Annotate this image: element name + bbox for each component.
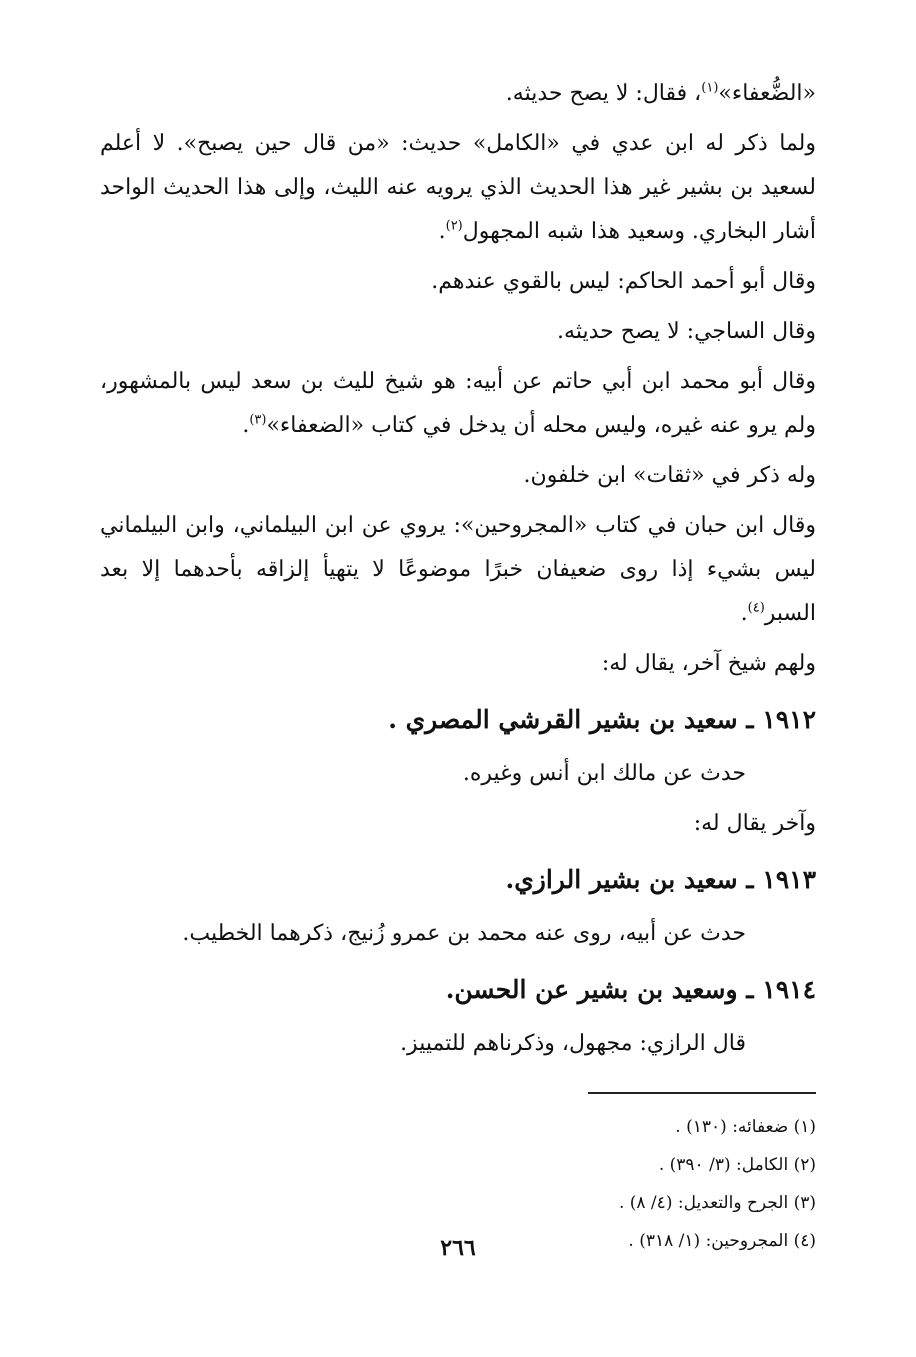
footnote-ref-1: (١) [701, 80, 719, 96]
footnote-4: (٤) المجروحين: (١/ ٣١٨) . [628, 1231, 816, 1251]
footnote-1: (١) ضعفائه: (١٣٠) . [675, 1117, 816, 1137]
entry-1913-text: حدث عن أبيه، روى عنه محمد بن عمرو زُنيج، ذكرهما الخطيب. [182, 921, 746, 946]
page-number: ٢٦٦ [440, 1235, 476, 1261]
paragraph-1 [100, 122, 816, 254]
text: وقال ابن حبان في كتاب «المجروحين»: يروي عن ابن البيلماني، وابن البيلماني ليس بشيء إذا روى ضعيفان خبرًا موضوعًا لا يتهيأ إلزاقه بأحدهما إلا بعد السبر [100, 513, 816, 626]
paragraph-6 [100, 504, 816, 636]
footnote-3: (٣) الجرح والتعديل: (٤/ ٨) . [618, 1193, 816, 1213]
text: «الضُّعفاء» [718, 81, 816, 106]
entry-number: ١٩١٢ [762, 705, 816, 734]
paragraph-7: ولهم شيخ آخر، يقال له: [601, 651, 816, 676]
paragraph-8: وآخر يقال له: [693, 811, 816, 836]
entry-heading-1914 [100, 962, 816, 1018]
entry-1914-text: قال الرازي: مجهول، وذكرناهم للتمييز. [400, 1031, 746, 1056]
entry-number: ١٩١٤ [762, 975, 816, 1004]
paragraph-2: وقال أبو أحمد الحاكم: ليس بالقوي عندهم. [431, 269, 816, 294]
paragraph-4 [100, 360, 816, 448]
entry-heading-1912 [100, 692, 816, 748]
entry-1912-text: حدث عن مالك ابن أنس وغيره. [462, 761, 746, 786]
entry-number: ١٩١٣ [762, 865, 816, 894]
entry-title: ـ وسعيد بن بشير عن الحسن. [445, 975, 754, 1004]
paragraph-3: وقال الساجي: لا يصح حديثه. [557, 319, 816, 344]
entry-title: ـ سعيد بن بشير الرازي. [505, 865, 754, 894]
footnote-ref-2: (٢) [445, 218, 463, 234]
footnote-2: (٢) الكامل: (٣/ ٣٩٠) . [658, 1155, 816, 1175]
text: . [242, 413, 250, 438]
footnote-ref-3: (٣) [249, 412, 267, 428]
text: . [740, 601, 748, 626]
paragraph-5: وله ذكر في «ثقات» ابن خلفون. [523, 463, 816, 488]
page-body [100, 72, 816, 1260]
text: وقال أبو محمد ابن أبي حاتم عن أبيه: هو شيخ لليث بن سعد ليس بالمشهور، ولم يرو عنه غيره، وليس محله أن يدخل في كتاب «الضعفاء» [100, 369, 816, 438]
entry-title: ـ سعيد بن بشير القرشي المصري . [388, 705, 754, 734]
text: ، فقال: لا يصح حديثه. [505, 81, 702, 106]
text: . [438, 219, 446, 244]
footnote-divider [588, 1092, 816, 1094]
paragraph-0 [100, 72, 816, 116]
entry-heading-1913 [100, 852, 816, 908]
text: ولما ذكر له ابن عدي في «الكامل» حديث: «من قال حين يصبح». لا أعلم لسعيد بن بشير غير هذا الحديث الذي يرويه عنه الليث، وإلى هذا الحديث الواحد أشار البخاري. وسعيد هذا شبه المجهول [100, 131, 816, 244]
footnote-ref-4: (٤) [747, 600, 765, 616]
